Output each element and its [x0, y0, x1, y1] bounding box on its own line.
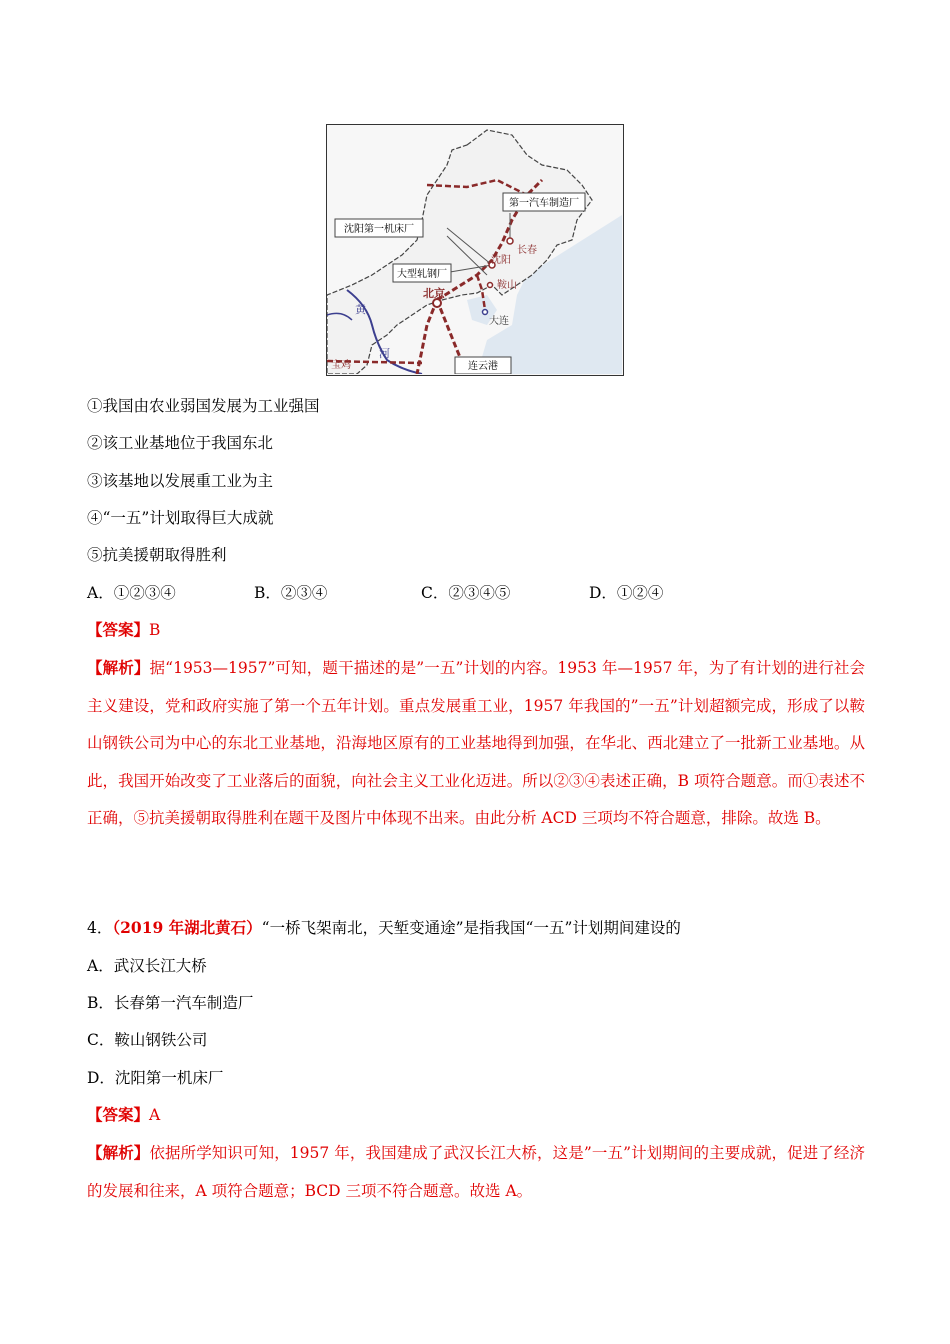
q3-answer: [87, 620, 160, 640]
q4-stem: “一桥飞架南北，天堑变通途”是指我国“一五”计划期间建设的: [261, 919, 681, 937]
q3-answer-value: B: [149, 621, 161, 639]
q4-source: （2019 年湖北黄石）: [112, 918, 262, 937]
q4-option-b: B．长春第一汽车制造厂: [87, 994, 254, 1012]
city-changchun-marker: [507, 238, 513, 244]
map-label-huang: 黄: [355, 303, 366, 316]
q3-analysis-text: 据“1953—1957”可知，题干描述的是”一五”计划的内容。1953 年—1957 年，为了有计划的进行社会主义建设，党和政府实施了第一个五年计划。重点发展重工业，1957 年我国的”一五”计划超额完成，形成了以鞍山钢铁公司为中心的东北工业基地，沿海地区原有的工业基地得到加强，在华北、西北建立了一批新工业基地。从此，我国开始改变了工业落后的面貌，向社会主义工业化迈进。所以②③④表述正确，B 项符合题意。而①表述不正确，⑤抗美援朝取得胜利在题干及图片中体现不出来。由此分析 ACD 三项均不符合题意，排除。故选 B。: [87, 659, 865, 828]
q4-analysis-label: 【解析】: [87, 1143, 150, 1162]
q3-item-4: ④“一五”计划取得巨大成就: [87, 509, 274, 527]
q3-analysis: [87, 649, 865, 838]
q3-option-b: B．②③④: [254, 584, 328, 602]
q3-item-5: ⑤抗美援朝取得胜利: [87, 546, 227, 564]
q3-item-2: ②该工业基地位于我国东北: [87, 434, 274, 452]
q4-answer: [87, 1105, 160, 1125]
q4-analysis-text: 依据所学知识可知，1957 年，我国建成了武汉长江大桥，这是”一五”计划期间的主要成就，促进了经济的发展和往来，A 项符合题意；BCD 三项不符合题意。故选 A。: [87, 1144, 865, 1200]
q4-analysis: [87, 1134, 865, 1210]
q4-option-a: A．武汉长江大桥: [87, 957, 207, 975]
map-label-faw: 第一汽车制造厂: [509, 198, 579, 209]
q4-stem-line: [87, 918, 681, 938]
q4-answer-value: A: [149, 1106, 161, 1124]
map-graphic: [327, 125, 622, 374]
northeast-industrial-base-map: [326, 124, 624, 376]
map-label-he: 河: [379, 347, 390, 360]
q4-number: 4．: [87, 919, 113, 937]
map-label-shenyang-machine: 沈阳第一机床厂: [344, 224, 414, 235]
city-dalian-marker: [483, 310, 488, 315]
q4-answer-label: 【答案】: [87, 1105, 150, 1124]
q3-item-1: ①我国由农业弱国发展为工业强国: [87, 397, 320, 415]
map-label-rolling-mill: 大型轧钢厂: [397, 269, 447, 280]
q3-answer-label: 【答案】: [87, 620, 150, 639]
q3-item-3: ③该基地以发展重工业为主: [87, 472, 274, 490]
q3-option-c: C．②③④⑤: [421, 584, 511, 602]
q4-option-c: C．鞍山钢铁公司: [87, 1031, 208, 1049]
q3-analysis-label: 【解析】: [87, 658, 150, 677]
city-anshan-marker: [488, 283, 493, 288]
map-label-lianyungang: 连云港: [468, 361, 498, 372]
map-label-changchun: 长春: [517, 245, 537, 256]
q3-option-a: A．①②③④: [87, 584, 176, 602]
map-label-dalian: 大连: [489, 316, 509, 327]
map-label-shenyang: 沈阳: [491, 255, 511, 266]
map-label-baoji: 宝鸡: [331, 360, 351, 371]
map-label-anshan: 鞍山: [497, 280, 517, 291]
map-label-beijing: 北京: [423, 287, 445, 300]
city-beijing-marker: [433, 299, 441, 307]
q3-option-d: D．①②④: [589, 584, 664, 602]
q4-option-d: D．沈阳第一机床厂: [87, 1069, 224, 1087]
